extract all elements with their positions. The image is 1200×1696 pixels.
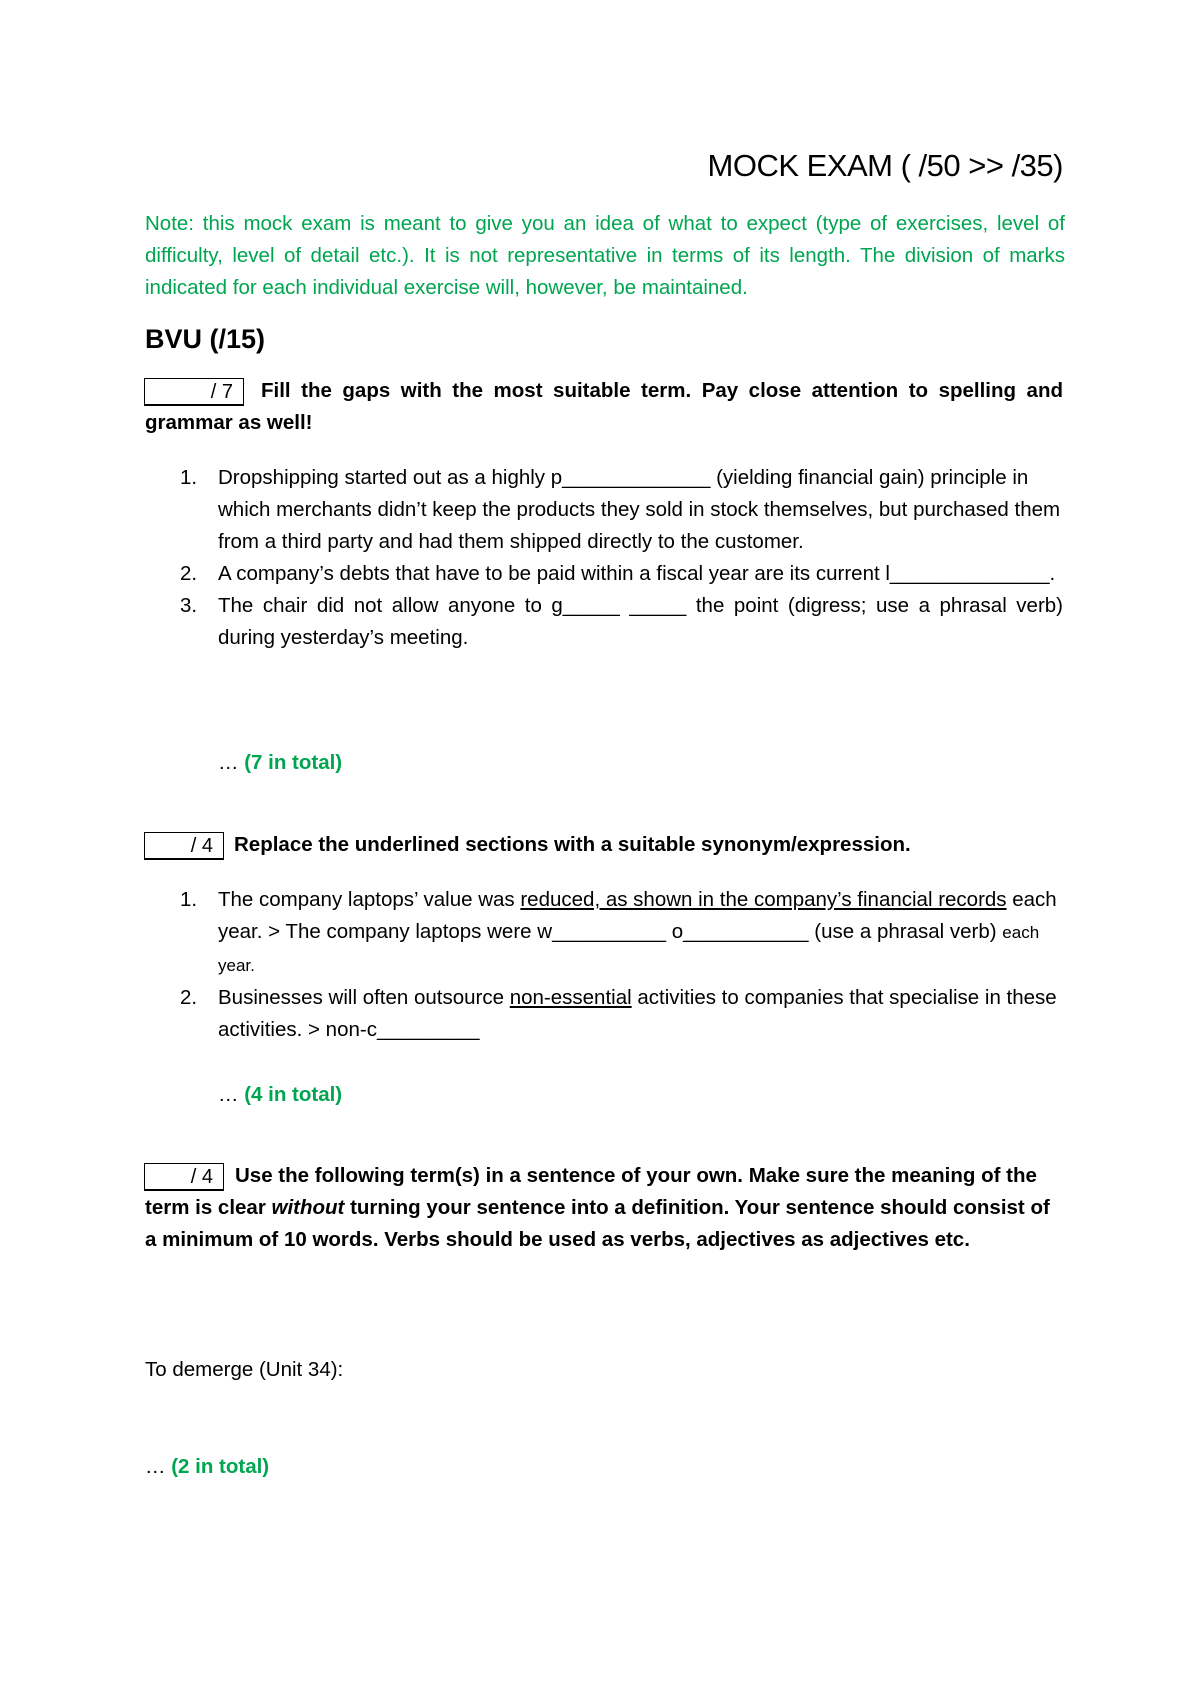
list-item <box>145 558 1063 590</box>
item-text-tail: each year. <box>218 923 1040 975</box>
instruction-text-post: turning your sentence into a definition. Your sentence should consist of a minimum of 10 words. Verbs should be used as verbs, adjectives as adjectives etc. <box>145 1196 1050 1251</box>
list-item <box>145 884 1063 982</box>
instruction-text-pre: Use the following term(s) in a sentence of your own. Make sure the meaning of the term is clear <box>145 1164 1037 1219</box>
item-number: 1. <box>180 888 198 911</box>
item-text: Dropshipping started out as a highly p_____________ (yielding financial gain) principle in which merchants didn’t keep the products they sold in stock themselves, but purchased them from a third party and had them shipped directly to the customer. <box>218 466 1061 553</box>
ellipsis: … <box>218 1083 239 1106</box>
score-box-exercise-3[interactable]: / 4 <box>144 1163 224 1191</box>
section-heading: BVU (/15) <box>145 324 266 354</box>
instruction-exercise-3 <box>145 1160 1063 1256</box>
item-number: 3. <box>180 594 198 617</box>
exam-note: Note: this mock exam is meant to give you an idea of what to expect (type of exercises, level of difficulty, level of detail etc.). It is not representative in terms of its length. The division of marks indicated for each individual exercise will, however, be maintained. <box>145 212 1065 299</box>
total-label: (4 in total) <box>244 1083 343 1106</box>
item-text: The chair did not allow anyone to g_____ _____ the point (digress; use a phrasal verb) during yesterday’s meeting. <box>218 594 1063 649</box>
list-item <box>145 462 1063 558</box>
exercise-1-list <box>145 462 1063 654</box>
underlined-section: reduced, as shown in the company’s financial records <box>520 888 1007 911</box>
instruction-emphasis: without <box>271 1196 345 1219</box>
exam-title: MOCK EXAM ( /50 >> /35) <box>707 148 1063 183</box>
underlined-section: non-essential <box>509 986 632 1009</box>
total-exercise-2 <box>218 1083 342 1107</box>
ellipsis: … <box>218 751 239 774</box>
instruction-exercise-2: Replace the underlined sections with a suitable synonym/expression. <box>234 833 911 856</box>
total-exercise-3 <box>145 1455 269 1479</box>
total-label: (2 in total) <box>171 1455 270 1478</box>
ellipsis: … <box>145 1455 166 1478</box>
item-number: 1. <box>180 466 198 489</box>
item-text: A company’s debts that have to be paid within a fiscal year are its current l______________. <box>218 562 1056 585</box>
item-number: 2. <box>180 562 198 585</box>
total-label: (7 in total) <box>244 751 343 774</box>
exercise-2-list <box>145 884 1063 1046</box>
score-box-exercise-1[interactable]: / 7 <box>144 378 244 406</box>
score-box-exercise-2[interactable]: / 4 <box>144 832 224 860</box>
list-item <box>145 982 1063 1046</box>
instruction-exercise-1: Fill the gaps with the most suitable term. Pay close attention to spelling and grammar as well! <box>145 379 1063 434</box>
item-text-pre: The company laptops’ value was <box>218 888 521 911</box>
list-item <box>145 590 1063 654</box>
term-prompt: To demerge (Unit 34): <box>145 1358 344 1381</box>
item-text-post: each year. > The company laptops were w__________ o___________ (use a phrasal verb) <box>218 888 1057 943</box>
item-text-post: activities to companies that specialise in these activities. > non-c_________ <box>218 986 1057 1041</box>
item-number: 2. <box>180 986 198 1009</box>
total-exercise-1 <box>218 751 342 775</box>
item-text-pre: Businesses will often outsource <box>218 986 510 1009</box>
